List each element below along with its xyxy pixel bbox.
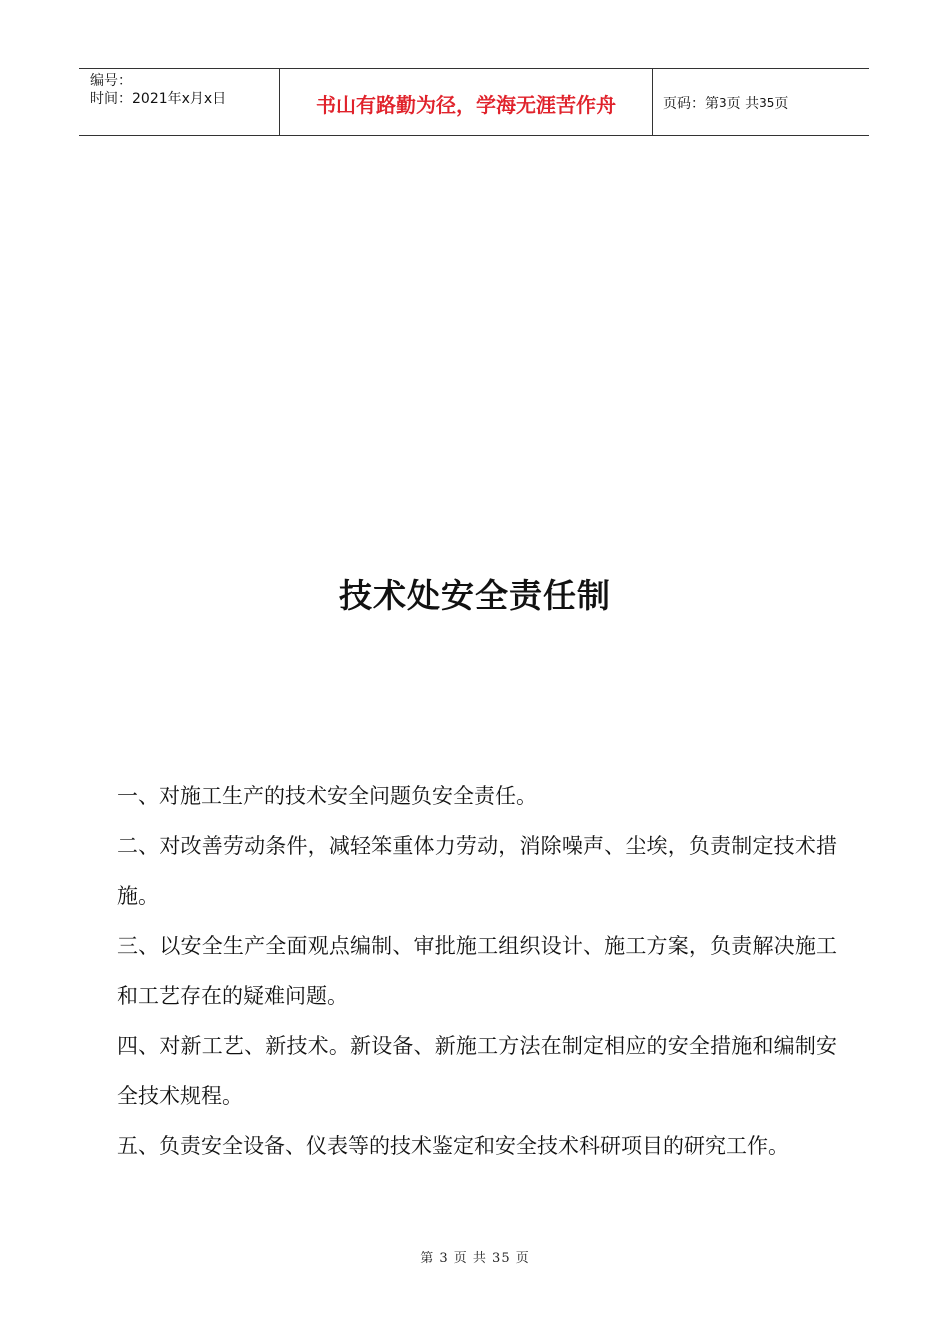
document-number-label: 编号： [90, 73, 132, 89]
header-meta-cell [79, 69, 280, 135]
document-body [117, 771, 837, 1171]
document-title: 技术处安全责任制 [339, 576, 611, 615]
page-current: 3 [719, 95, 727, 110]
document-time-label: 时间：2021年x月x日 [90, 91, 227, 107]
paragraph-3: 三、以安全生产全面观点编制、审批施工组织设计、施工方案，负责解决施工和工艺存在的疑难问题。 [117, 934, 837, 1008]
page-footer: 第 3 页 共 35 页 [420, 1251, 530, 1266]
paragraph-2: 二、对改善劳动条件，减轻笨重体力劳动，消除噪声、尘埃，负责制定技术措施。 [117, 834, 837, 908]
paragraph-5: 五、负责安全设备、仪表等的技术鉴定和安全技术科研项目的研究工作。 [117, 1134, 789, 1158]
page-total: 35 [759, 95, 775, 110]
page-end: 页 [774, 95, 789, 112]
page-mid: 页 共 [726, 95, 760, 112]
paragraph-4: 四、对新工艺、新技术。新设备、新施工方法在制定相应的安全措施和编制安全技术规程。 [117, 1034, 837, 1108]
header-motto-cell [280, 69, 653, 135]
header-page-cell [653, 69, 869, 135]
paragraph-1: 一、对施工生产的技术安全问题负安全责任。 [117, 784, 537, 808]
page-label: 页码：第 [663, 95, 719, 112]
header-table [79, 68, 869, 136]
motto-text: 书山有路勤为径，学海无涯苦作舟 [316, 93, 616, 117]
